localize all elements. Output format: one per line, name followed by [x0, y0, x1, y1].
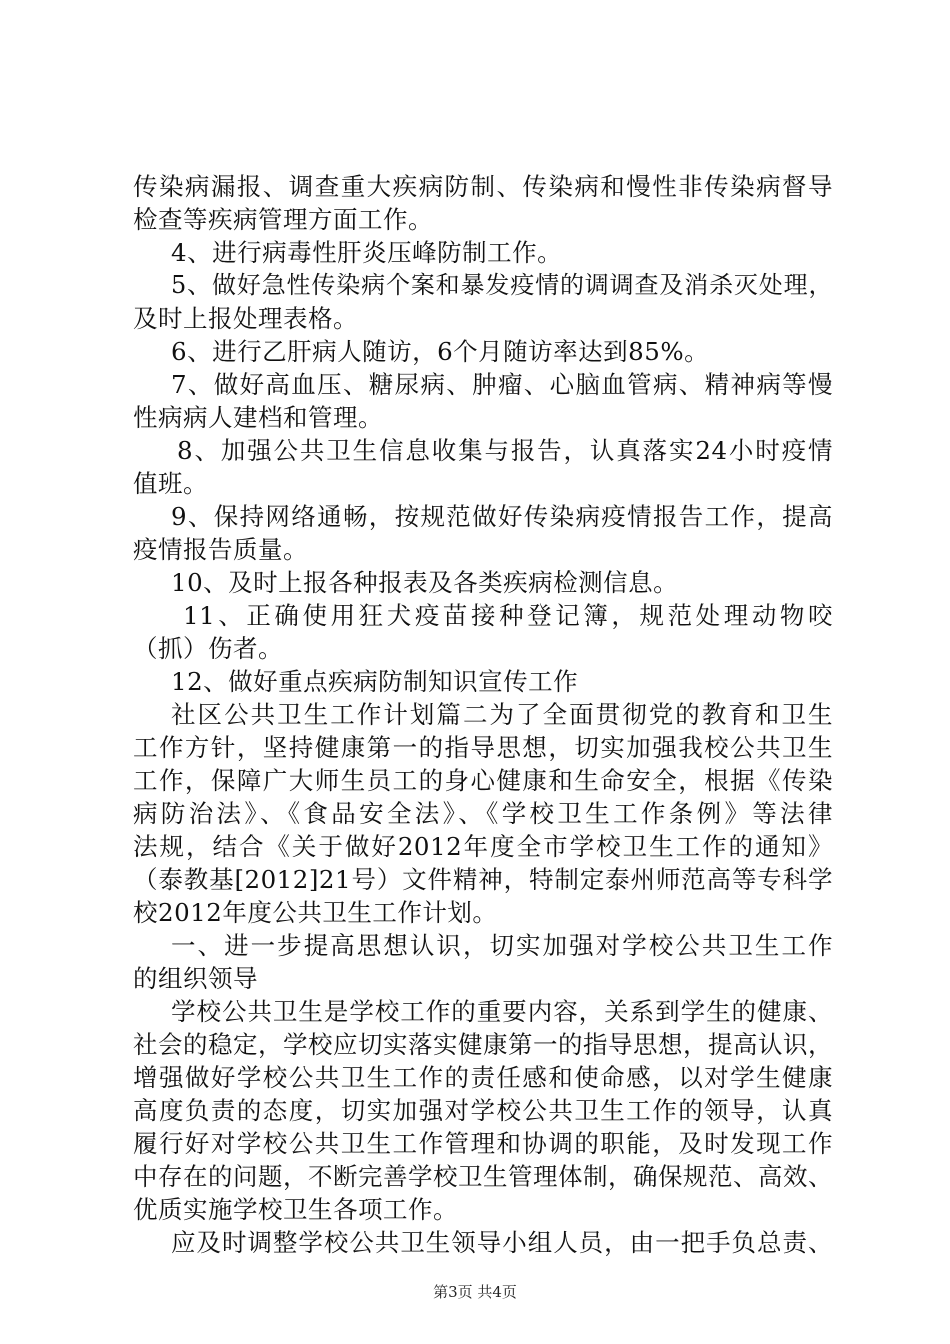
text-line: 校2012年度公共卫生工作计划。	[133, 898, 498, 927]
body-text	[133, 170, 833, 1259]
text-line: 工作，保障广大师生员工的身心健康和生命安全，根据《传染	[133, 766, 833, 795]
text-line: 工作方针，坚持健康第一的指导思想，切实加强我校公共卫生	[133, 733, 833, 762]
text-line: 高度负责的态度，切实加强对学校公共卫生工作的领导，认真	[133, 1096, 833, 1125]
page-footer: 第3页 共4页	[433, 1283, 517, 1301]
text-line: 的组织领导	[133, 964, 258, 993]
text-line: 5、做好急性传染病个案和暴发疫情的调调查及消杀灭处理，	[171, 271, 833, 299]
text-line: 10、及时上报各种报表及各类疾病检测信息。	[171, 568, 679, 597]
text-line: 学校公共卫生是学校工作的重要内容，关系到学生的健康、	[171, 997, 833, 1026]
text-line: 疫情报告质量。	[133, 535, 308, 564]
text-line: 11、正确使用狂犬疫苗接种登记簿，规范处理动物咬	[183, 601, 833, 630]
text-line: 9、保持网络通畅，按规范做好传染病疫情报告工作，提高	[171, 502, 833, 531]
text-line: 及时上报处理表格。	[133, 304, 358, 333]
text-line: 值班。	[133, 469, 208, 498]
text-line: 检查等疾病管理方面工作。	[133, 205, 433, 234]
text-line: 履行好对学校公共卫生工作管理和协调的职能，及时发现工作	[133, 1129, 833, 1158]
text-line: 应及时调整学校公共卫生领导小组人员，由一把手负总责、	[171, 1228, 833, 1257]
text-line: 病防治法》、《食品安全法》、《学校卫生工作条例》等法律	[133, 799, 833, 828]
text-line: 传染病漏报、调查重大疾病防制、传染病和慢性非传染病督导	[133, 172, 833, 201]
text-line: 12、做好重点疾病防制知识宣传工作	[171, 667, 579, 696]
text-line: 中存在的问题，不断完善学校卫生管理体制，确保规范、高效、	[133, 1162, 833, 1191]
text-line: （泰教基[2012]21号）文件精神，特制定泰州师范高等专科学	[133, 865, 833, 894]
text-line: 性病病人建档和管理。	[133, 403, 383, 432]
text-line: （抓）伤者。	[133, 634, 283, 663]
text-line: 优质实施学校卫生各项工作。	[133, 1195, 458, 1224]
text-line: 社会的稳定，学校应切实落实健康第一的指导思想，提高认识，	[133, 1030, 833, 1059]
text-line: 一、进一步提高思想认识，切实加强对学校公共卫生工作	[171, 931, 833, 960]
text-line: 4、进行病毒性肝炎压峰防制工作。	[171, 238, 563, 267]
text-line: 7、做好高血压、糖尿病、肿瘤、心脑血管病、精神病等慢	[171, 370, 833, 399]
text-line: 6、进行乙肝病人随访，6个月随访率达到85%。	[171, 337, 710, 366]
text-line: 法规，结合《关于做好2012年度全市学校卫生工作的通知》	[133, 832, 833, 861]
text-line: 8、加强公共卫生信息收集与报告，认真落实24小时疫情	[177, 436, 833, 465]
text-line: 社区公共卫生工作计划篇二为了全面贯彻党的教育和卫生	[171, 700, 833, 729]
text-line: 增强做好学校公共卫生工作的责任感和使命感，以对学生健康	[133, 1063, 833, 1092]
